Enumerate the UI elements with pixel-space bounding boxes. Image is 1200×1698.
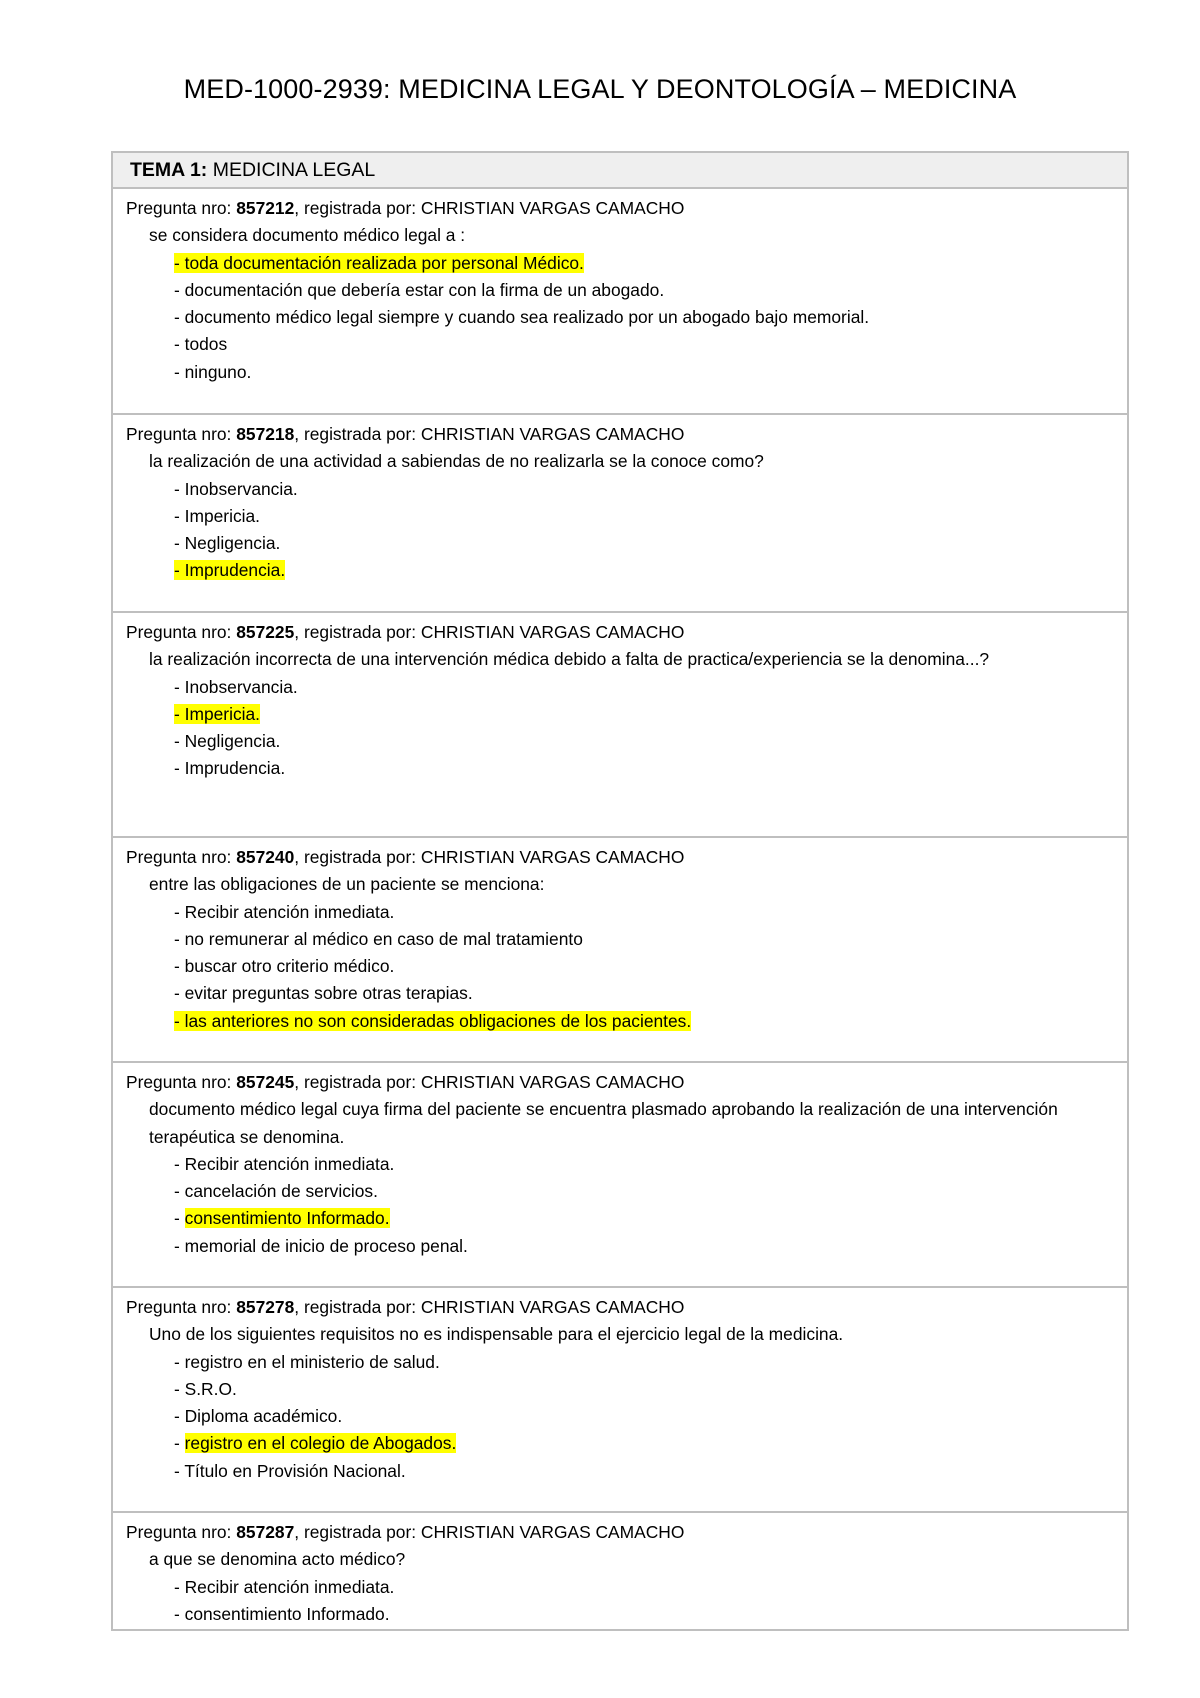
question-author: CHRISTIAN VARGAS CAMACHO <box>420 198 685 218</box>
answer-option: - Negligencia. <box>174 533 281 554</box>
question-number: 857245 <box>236 1072 295 1092</box>
answer-options <box>126 1574 1127 1629</box>
answer-option: - buscar otro criterio médico. <box>174 956 395 977</box>
answer-option: - consentimiento Informado. <box>174 1603 390 1624</box>
answer-option: - Diploma académico. <box>174 1406 343 1427</box>
tema-label: TEMA 1: <box>130 159 208 181</box>
answer-options <box>126 250 1127 386</box>
question-header: Pregunta nro: 857225, registrada por: CHRISTIAN VARGAS CAMACHO <box>126 622 685 642</box>
question-text: documento médico legal cuya firma del paciente se encuentra plasmado aprobando la realización de una intervención terapéutica se denomina. <box>149 1099 1058 1147</box>
document-title: MED-1000-2939: MEDICINA LEGAL Y DEONTOLOGÍA – MEDICINA <box>183 74 1017 104</box>
question-header: Pregunta nro: 857218, registrada por: CHRISTIAN VARGAS CAMACHO <box>126 424 685 444</box>
question-block <box>113 1288 1127 1513</box>
question-number: 857240 <box>236 847 295 867</box>
answer-options <box>126 476 1127 585</box>
question-block <box>113 613 1127 838</box>
answer-option: - registro en el ministerio de salud. <box>174 1351 440 1372</box>
answer-option: - Imprudencia. <box>174 560 286 581</box>
answer-option: - las anteriores no son consideradas obligaciones de los pacientes. <box>174 1010 692 1031</box>
answer-option: - Impericia. <box>174 703 261 724</box>
answer-option: - memorial de inicio de proceso penal. <box>174 1235 468 1256</box>
answer-option: - S.R.O. <box>174 1378 237 1399</box>
answer-option: - Impericia. <box>174 505 261 526</box>
question-author: CHRISTIAN VARGAS CAMACHO <box>420 622 685 642</box>
answer-option: - Inobservancia. <box>174 676 298 697</box>
question-number: 857287 <box>236 1522 295 1542</box>
question-text: entre las obligaciones de un paciente se menciona: <box>149 874 545 895</box>
tema-name: MEDICINA LEGAL <box>212 159 376 181</box>
answer-option: - Recibir atención inmediata. <box>174 1576 395 1597</box>
answer-option: - documento médico legal siempre y cuando sea realizado por un abogado bajo memorial. <box>174 307 870 328</box>
question-author: CHRISTIAN VARGAS CAMACHO <box>420 1522 685 1542</box>
question-block <box>113 1513 1127 1629</box>
question-header: Pregunta nro: 857240, registrada por: CHRISTIAN VARGAS CAMACHO <box>126 847 685 867</box>
answer-option: - toda documentación realizada por personal Médico. <box>174 252 584 273</box>
question-number: 857212 <box>236 198 295 218</box>
question-author: CHRISTIAN VARGAS CAMACHO <box>420 1297 685 1317</box>
answer-option: - consentimiento Informado. <box>174 1208 390 1229</box>
answer-option: - ninguno. <box>174 361 252 382</box>
answer-option: - Recibir atención inmediata. <box>174 901 395 922</box>
question-text: Uno de los siguientes requisitos no es indispensable para el ejercicio legal de la medicina. <box>149 1324 844 1345</box>
answer-option: - Negligencia. <box>174 731 281 752</box>
answer-option: - registro en el colegio de Abogados. <box>174 1433 457 1454</box>
question-text: se considera documento médico legal a : <box>149 225 466 246</box>
question-header: Pregunta nro: 857212, registrada por: CHRISTIAN VARGAS CAMACHO <box>126 198 685 218</box>
question-header: Pregunta nro: 857245, registrada por: CHRISTIAN VARGAS CAMACHO <box>126 1072 685 1092</box>
question-block <box>113 189 1127 415</box>
answer-option: - evitar preguntas sobre otras terapias. <box>174 983 473 1004</box>
question-header: Pregunta nro: 857287, registrada por: CHRISTIAN VARGAS CAMACHO <box>126 1522 685 1542</box>
question-header: Pregunta nro: 857278, registrada por: CHRISTIAN VARGAS CAMACHO <box>126 1297 685 1317</box>
question-text: la realización incorrecta de una intervención médica debido a falta de practica/experiencia se la denomina...? <box>149 649 990 670</box>
answer-option: - Imprudencia. <box>174 758 286 779</box>
question-text: a que se denomina acto médico? <box>149 1549 406 1570</box>
question-number: 857218 <box>236 424 295 444</box>
answer-options <box>126 674 1127 783</box>
answer-options <box>126 1151 1127 1260</box>
question-author: CHRISTIAN VARGAS CAMACHO <box>420 424 685 444</box>
answer-option: - documentación que debería estar con la firma de un abogado. <box>174 279 665 300</box>
answer-option: - Título en Provisión Nacional. <box>174 1460 406 1481</box>
question-table <box>111 151 1129 1631</box>
question-block <box>113 415 1127 613</box>
answer-option: - no remunerar al médico en caso de mal tratamiento <box>174 928 583 949</box>
question-author: CHRISTIAN VARGAS CAMACHO <box>420 847 685 867</box>
answer-option: - Recibir atención inmediata. <box>174 1153 395 1174</box>
question-block <box>113 838 1127 1063</box>
question-text: la realización de una actividad a sabiendas de no realizarla se la conoce como? <box>149 451 764 472</box>
answer-option: - cancelación de servicios. <box>174 1181 378 1202</box>
question-number: 857225 <box>236 622 295 642</box>
answer-options <box>126 1349 1127 1485</box>
answer-options <box>126 899 1127 1035</box>
question-number: 857278 <box>236 1297 295 1317</box>
question-block <box>113 1063 1127 1288</box>
question-author: CHRISTIAN VARGAS CAMACHO <box>420 1072 685 1092</box>
answer-option: - Inobservancia. <box>174 478 298 499</box>
answer-option: - todos <box>174 334 228 355</box>
tema-header <box>113 153 1127 189</box>
